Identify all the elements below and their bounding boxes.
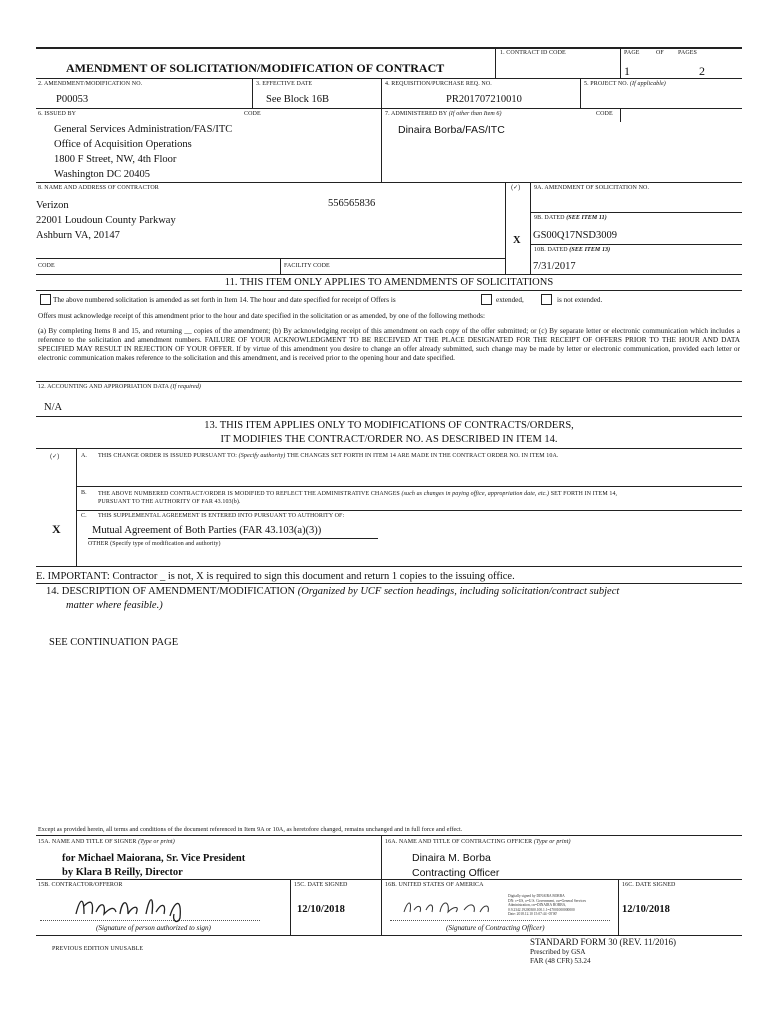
page-count: 2 bbox=[699, 64, 705, 78]
amendment-solicitation-label: 9A. AMENDMENT OF SOLICITATION NO. bbox=[534, 185, 650, 191]
issued-by-address[interactable]: General Services Administration/FAS/ITC Office of Acquisition Operations 1800 F Street, NW, 4th Floor Washington DC 20405 bbox=[54, 124, 233, 180]
item11-line1: The above numbered solicitation is amended as set forth in Item 14. The hour and date specified for receipt of Offers is bbox=[53, 296, 396, 304]
item14-heading: 14. DESCRIPTION OF AMENDMENT/MODIFICATION (Organized by UCF section headings, including solicitation/contract subject matter where feasible.) bbox=[46, 586, 620, 611]
date-16c-label: 16C. DATE SIGNED bbox=[622, 882, 676, 888]
digital-signature-stamp: Digitally signed by DINAIRA BORBA DN: c=US, o=U.S. Government, ou=General Services Administration, cn=DINAIRA BORBA, 0.9.2342.19200300.100.1.1=47001000000000 Date: 2018.12.10 15:07:44 -05'00' bbox=[508, 894, 587, 917]
issued-code-label: CODE bbox=[244, 111, 261, 117]
contractor-number[interactable]: 556565836 bbox=[328, 198, 376, 209]
accounting-label: 12. ACCOUNTING AND APPROPRIATION DATA (If required) bbox=[38, 384, 202, 390]
except-text: Except as provided herein, all terms and conditions of the document referenced in Item 9A or 10A, as heretofore changed, remains unchanged and in full force and effect. bbox=[38, 827, 463, 833]
requisition-value[interactable]: PR201707210010 bbox=[446, 94, 522, 105]
requisition-label: 4. REQUISITION/PURCHASE REQ. NO. bbox=[385, 81, 492, 87]
item13-c-mark[interactable]: X bbox=[52, 522, 61, 536]
contractor-offeror-label: 15B. CONTRACTOR/OFFEROR bbox=[38, 882, 123, 888]
not-extended-checkbox[interactable] bbox=[541, 294, 552, 305]
contractor-address[interactable]: Verizon 22001 Loudoun County Parkway Ashburn VA, 20147 bbox=[36, 200, 176, 241]
page-label: PAGE bbox=[624, 50, 640, 56]
dated-9b-label: 9B. DATED (SEE ITEM 11) bbox=[534, 215, 607, 221]
usa-label: 16B. UNITED STATES OF AMERICA bbox=[385, 882, 484, 888]
item13-heading: 13. THIS ITEM APPLIES ONLY TO MODIFICATIONS OF CONTRACTS/ORDERS, IT MODIFIES THE CONTRACT/ORDER NO. AS DESCRIBED IN ITEM 14. bbox=[204, 420, 574, 445]
previous-edition-note: PREVIOUS EDITION UNUSABLE bbox=[52, 946, 144, 952]
dated-10b-value[interactable]: 7/31/2017 bbox=[533, 261, 576, 272]
item13-a-letter: A. bbox=[81, 453, 88, 459]
facility-code-label: FACILITY CODE bbox=[284, 263, 330, 269]
item13-a-text[interactable]: THIS CHANGE ORDER IS ISSUED PURSUANT TO: (Specify authority) THE CHANGES SET FORTH IN ITEM 14 ARE MADE IN THE CONTRACT ORDER NO. IN ITEM 10A. bbox=[98, 453, 559, 459]
issued-by-label: 6. ISSUED BY bbox=[38, 111, 77, 117]
contract-id-code-label: 1. CONTRACT ID CODE bbox=[500, 50, 566, 56]
admin-code-label: CODE bbox=[596, 111, 613, 117]
item13-c-letter: C. bbox=[81, 513, 87, 519]
dated-10b-label: 10B. DATED (SEE ITEM 13) bbox=[534, 247, 611, 253]
project-no-label: 5. PROJECT NO. (If applicable) bbox=[584, 81, 666, 87]
item11-line2: Offers must acknowledge receipt of this amendment prior to the hour and date specified in the solicitation or as amended, by one of the following methods: bbox=[38, 312, 485, 320]
date-15c-label: 15C. DATE SIGNED bbox=[294, 882, 348, 888]
contract-number-value[interactable]: GS00Q17NSD3009 bbox=[533, 230, 618, 241]
far-label: FAR (48 CFR) 53.24 bbox=[530, 957, 591, 965]
standard-form-label: STANDARD FORM 30 (REV. 11/2016) bbox=[530, 937, 677, 947]
contract-check-mark[interactable]: X bbox=[513, 235, 521, 246]
contractor-label: 8. NAME AND ADDRESS OF CONTRACTOR bbox=[38, 185, 159, 191]
item11-heading: 11. THIS ITEM ONLY APPLIES TO AMENDMENTS OF SOLICITATIONS bbox=[224, 277, 554, 288]
amendment-no-label: 2. AMENDMENT/MODIFICATION NO. bbox=[38, 81, 143, 87]
item13-check-column: (✓) bbox=[50, 454, 60, 460]
date-16c-value[interactable]: 12/10/2018 bbox=[622, 904, 670, 915]
prescribed-label: Prescribed by GSA bbox=[530, 948, 586, 956]
item11-checkbox[interactable] bbox=[40, 294, 51, 305]
item13-b-text[interactable]: THE ABOVE NUMBERED CONTRACT/ORDER IS MODIFIED TO REFLECT THE ADMINISTRATIVE CHANGES (such as changes in paying office, appropriation date, etc.) SET FORTH IN ITEM 14, PURSUANT TO THE AUTHORITY OF FAR 43.103(b). bbox=[98, 491, 618, 505]
item13-c-value[interactable]: Mutual Agreement of Both Parties (FAR 43.103(a)(3)) bbox=[92, 525, 322, 536]
officer-name[interactable]: Dinaira M. Borba Contracting Officer bbox=[412, 852, 500, 879]
page-number: 1 bbox=[624, 64, 630, 78]
item14-body[interactable]: SEE CONTINUATION PAGE bbox=[49, 637, 179, 648]
contractor-code-label: CODE bbox=[38, 263, 55, 269]
signer-label: 15A. NAME AND TITLE OF SIGNER (Type or print) bbox=[38, 839, 175, 845]
signer-name[interactable]: for Michael Maiorana, Sr. Vice President by Klara B Reilly, Director bbox=[62, 853, 246, 878]
pages-label: PAGES bbox=[678, 50, 697, 56]
not-extended-label: is not extended. bbox=[557, 296, 603, 304]
extended-label: extended, bbox=[496, 296, 524, 304]
amendment-no-value[interactable]: P00053 bbox=[56, 94, 89, 105]
effective-date-value[interactable]: See Block 16B bbox=[266, 94, 329, 105]
effective-date-label: 3. EFFECTIVE DATE bbox=[256, 81, 313, 87]
accounting-value[interactable]: N/A bbox=[44, 402, 63, 413]
item11-paragraph: (a) By completing Items 8 and 15, and returning __ copies of the amendment; (b) By acknowledging receipt of this amendment on each copy of the offer submitted; or (c) By separate letter or electronic communication which includes a reference to the solicitation and amendment numbers. FAILURE OF YOUR ACKNOWLEDGMENT TO BE RECEIVED AT THE PLACE DESIGNATED FOR THE RECEIPT OF OFFERS PRIOR TO THE HOUR AND DATA SPECIFIED MAY RESULT IN REJECTION OF YOUR OFFER. If by virtue of this amendment you desire to change an offer already submitted, such change may be made by letter or electronic communication, provided each letter or electronic communication makes reference to the solicitation and this amendment, and is received prior to the opening hour and date specified. bbox=[38, 326, 740, 362]
important-line: E. IMPORTANT: Contractor _ is not, X is required to sign this document and return 1 copies to the issuing office. bbox=[36, 571, 515, 582]
administered-by-label: 7. ADMINISTERED BY (If other than Item 6) bbox=[385, 111, 502, 117]
check-column-label: (✓) bbox=[511, 185, 521, 191]
item13-d-text[interactable]: OTHER (Specify type of modification and authority) bbox=[88, 541, 221, 547]
form-title: AMENDMENT OF SOLICITATION/MODIFICATION OF CONTRACT bbox=[66, 61, 445, 75]
officer-signature bbox=[400, 896, 500, 918]
item13-b-letter: B. bbox=[81, 490, 87, 496]
date-15c-value[interactable]: 12/10/2018 bbox=[297, 904, 345, 915]
administered-by-value[interactable]: Dinaira Borba/FAS/ITC bbox=[398, 124, 505, 136]
of-label: OF bbox=[656, 50, 664, 56]
officer-label: 16A. NAME AND TITLE OF CONTRACTING OFFICER (Type or print) bbox=[385, 839, 571, 845]
extended-checkbox[interactable] bbox=[481, 294, 492, 305]
contractor-signature-caption: (Signature of person authorized to sign) bbox=[96, 924, 211, 932]
item13-c-text: THIS SUPPLEMENTAL AGREEMENT IS ENTERED INTO PURSUANT TO AUTHORITY OF: bbox=[98, 513, 345, 519]
officer-signature-caption: (Signature of Contracting Officer) bbox=[446, 924, 545, 932]
